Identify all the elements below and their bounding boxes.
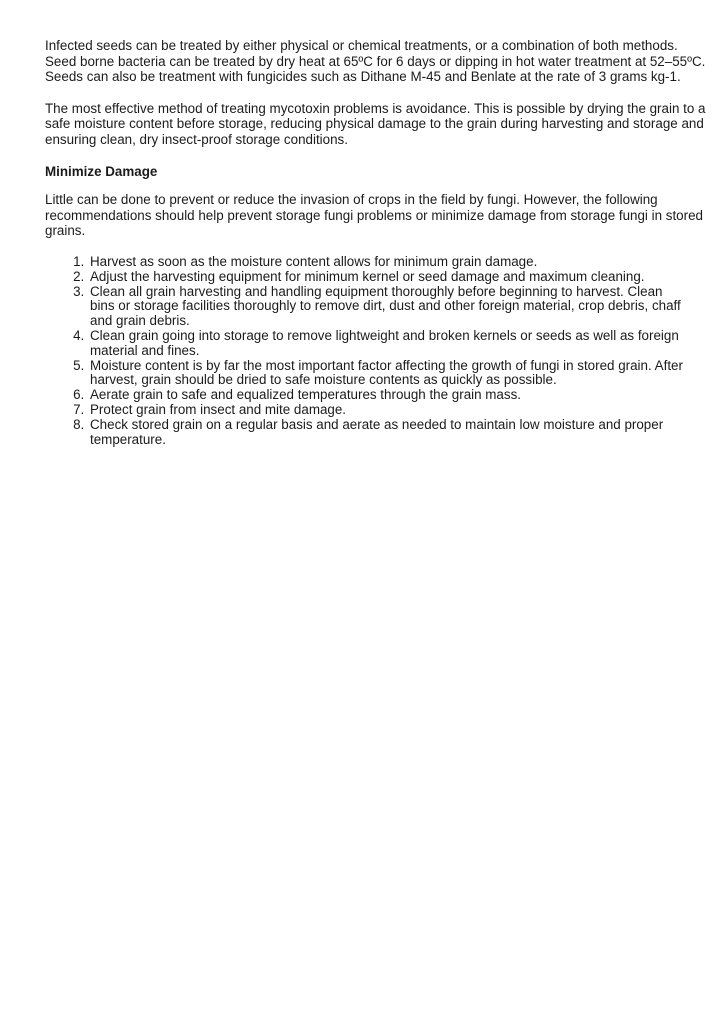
list-item: 5. Moisture content is by far the most important factor affecting the growth of fungi in stored grain. After harvest, grain should be dried to safe moisture contents as quickly as possible.	[88, 359, 690, 389]
text-line: grains.	[45, 223, 86, 239]
list-item: 8. Check stored grain on a regular basis and aerate as needed to maintain low moisture and proper temperature.	[88, 418, 690, 448]
list-item: 1. Harvest as soon as the moisture content allows for minimum grain damage.	[88, 255, 690, 270]
text-line: Little can be done to prevent or reduce the invasion of crops in the field by fungi. However, the following	[45, 192, 658, 208]
list-item: 2. Adjust the harvesting equipment for minimum kernel or seed damage and maximum cleaning.	[88, 270, 690, 285]
list-item: 3. Clean all grain harvesting and handling equipment thoroughly before beginning to harvest. Clean bins or storage facilities thoroughly to remove dirt, dust and other foreign material, crop debris, chaff and grain debris.	[88, 285, 690, 329]
text-line: Seeds can also be treatment with fungicides such as Dithane M-45 and Benlate at the rate of 3 grams kg-1.	[45, 69, 681, 85]
text-line: safe moisture content before storage, reducing physical damage to the grain during harvesting and storage and	[45, 116, 704, 132]
section-heading-minimize-damage: Minimize Damage	[45, 163, 158, 179]
list-item: 6. Aerate grain to safe and equalized temperatures through the grain mass.	[88, 388, 690, 403]
paragraph-recommendations-intro	[45, 192, 703, 239]
text-line: recommendations should help prevent storage fungi problems or minimize damage from storage fungi in stored	[45, 207, 703, 223]
list-item: 4. Clean grain going into storage to remove lightweight and broken kernels or seeds as well as foreign material and fines.	[88, 329, 690, 359]
list-item: 7. Protect grain from insect and mite damage.	[88, 403, 690, 418]
text-line: The most effective method of treating mycotoxin problems is avoidance. This is possible by drying the grain to a	[45, 100, 706, 116]
text-line: Seed borne bacteria can be treated by dry heat at 65ºC for 6 days or dipping in hot water treatment at 52–55ºC.	[45, 53, 706, 69]
recommendations-list	[45, 255, 690, 447]
text-line: ensuring clean, dry insect-proof storage conditions.	[45, 131, 348, 147]
paragraph-seed-treatment	[45, 38, 706, 85]
paragraph-mycotoxin-avoidance	[45, 100, 706, 148]
text-line: Infected seeds can be treated by either physical or chemical treatments, or a combination of both methods.	[45, 38, 678, 53]
document-page	[45, 38, 706, 447]
